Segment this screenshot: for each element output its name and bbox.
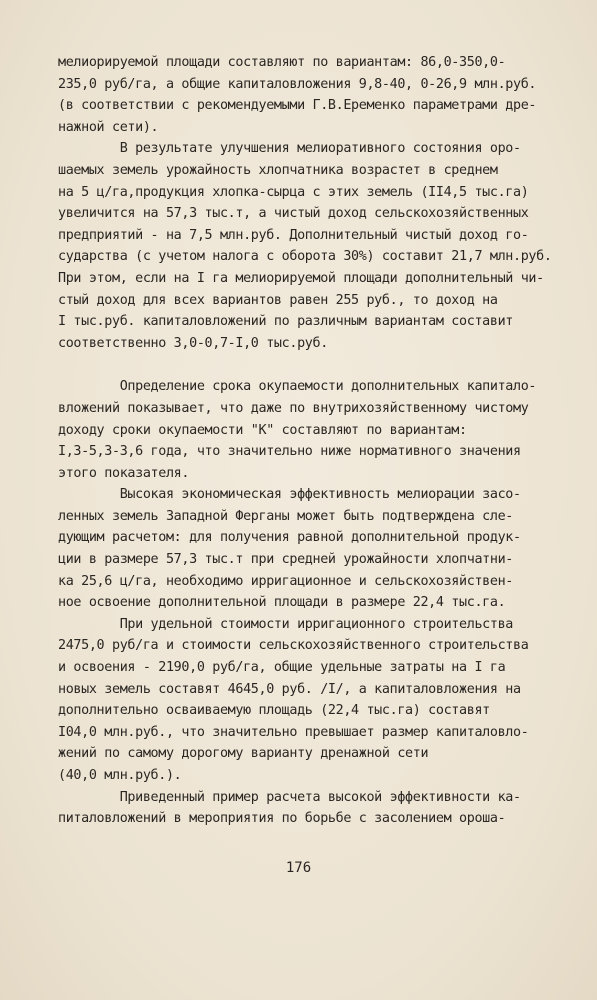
text-line: 235,0 руб/га, а общие капиталовложения 9,8-40, 0-26,9 млн.руб. xyxy=(58,76,537,92)
text-line: Высокая экономическая эффективность мелиорации засо- xyxy=(58,487,521,503)
text-line: этого показателя. xyxy=(58,465,190,481)
text-line: мелиорируемой площади составляют по вариантам: 86,0-350,0- xyxy=(58,55,506,70)
text-line: Приведенный пример расчета высокой эффективности ка- xyxy=(58,789,521,805)
body-text xyxy=(58,52,578,830)
text-line: 2475,0 руб/га и стоимости сельскохозяйственного строительства xyxy=(58,638,529,654)
text-line: шаемых земель урожайность хлопчатника возрастет в среднем xyxy=(58,162,498,178)
text-line: увеличится на 57,3 тыс.т, а чистый доход сельскохозяйственных xyxy=(58,206,529,222)
text-line: питаловложений в мероприятия по борьбе с засолением ороша- xyxy=(58,811,506,827)
text-line: дующим расчетом: для получения равной дополнительной продук- xyxy=(58,530,521,546)
text-line: стый доход для всех вариантов равен 255 руб., то доход на xyxy=(58,292,498,308)
paragraph-2 xyxy=(58,138,578,354)
paragraph-4 xyxy=(58,484,578,614)
paragraph-6 xyxy=(58,787,578,830)
paragraph-1 xyxy=(58,52,578,138)
text-line: I04,0 млн.руб., что значительно превышает размер капиталовло- xyxy=(58,724,529,740)
text-line: жений по самому дорогому варианту дренажной сети xyxy=(58,746,429,762)
text-line: доходу сроки окупаемости "К" составляют по вариантам: xyxy=(58,422,467,438)
page-number: 176 xyxy=(285,860,312,876)
text-line: ное освоение дополнительной площади в размере 22,4 тыс.га. xyxy=(58,595,506,611)
text-line: вложений показывает, что даже по внутрихозяйственному чистому xyxy=(58,400,529,416)
text-line: ка 25,6 ц/га, необходимо ирригационное и сельскохозяйствен- xyxy=(58,573,513,589)
text-line: нажной сети). xyxy=(58,119,159,135)
text-line: сударства (с учетом налога с оборота 30%) составит 21,7 млн.руб. xyxy=(58,249,552,265)
text-line: новых земель составят 4645,0 руб. /I/, а капиталовложения на xyxy=(58,681,521,697)
text-line: I тыс.руб. капиталовложений по различным вариантам составит xyxy=(58,314,513,330)
paragraph-3 xyxy=(58,376,578,484)
text-line: предприятий - на 7,5 млн.руб. Дополнительный чистый доход го- xyxy=(58,227,529,243)
text-line: (40,0 млн.руб.). xyxy=(58,768,182,783)
text-line: соответственно 3,0-0,7-I,0 тыс.руб. xyxy=(58,335,328,351)
text-line: Определение срока окупаемости дополнительных капитало- xyxy=(58,379,537,395)
paragraph-5 xyxy=(58,614,578,787)
text-line: I,3-5,3-3,6 года, что значительно ниже нормативного значения xyxy=(58,444,521,460)
text-line: (в соответствии с рекомендуемыми Г.В.Еременко параметрами дре- xyxy=(58,98,537,114)
text-line: В результате улучшения мелиоративного состояния оро- xyxy=(58,141,521,157)
text-line: на 5 ц/га,продукция хлопка-сырца с этих земель (II4,5 тыс.га) xyxy=(58,184,529,200)
text-line: ции в размере 57,3 тыс.т при средней урожайности хлопчатни- xyxy=(58,552,513,568)
text-line: ленных земель Западной Ферганы может быть подтверждена сле- xyxy=(58,508,513,524)
text-line: и освоения - 2190,0 руб/га, общие удельные затраты на I га xyxy=(58,660,506,676)
paragraph-gap xyxy=(58,354,578,376)
text-line: При этом, если на I га мелиорируемой площади дополнительный чи- xyxy=(58,270,544,286)
text-line: При удельной стоимости ирригационного строительства xyxy=(58,616,513,632)
text-line: дополнительно осваиваемую площадь (22,4 тыс.га) составят xyxy=(58,703,490,719)
